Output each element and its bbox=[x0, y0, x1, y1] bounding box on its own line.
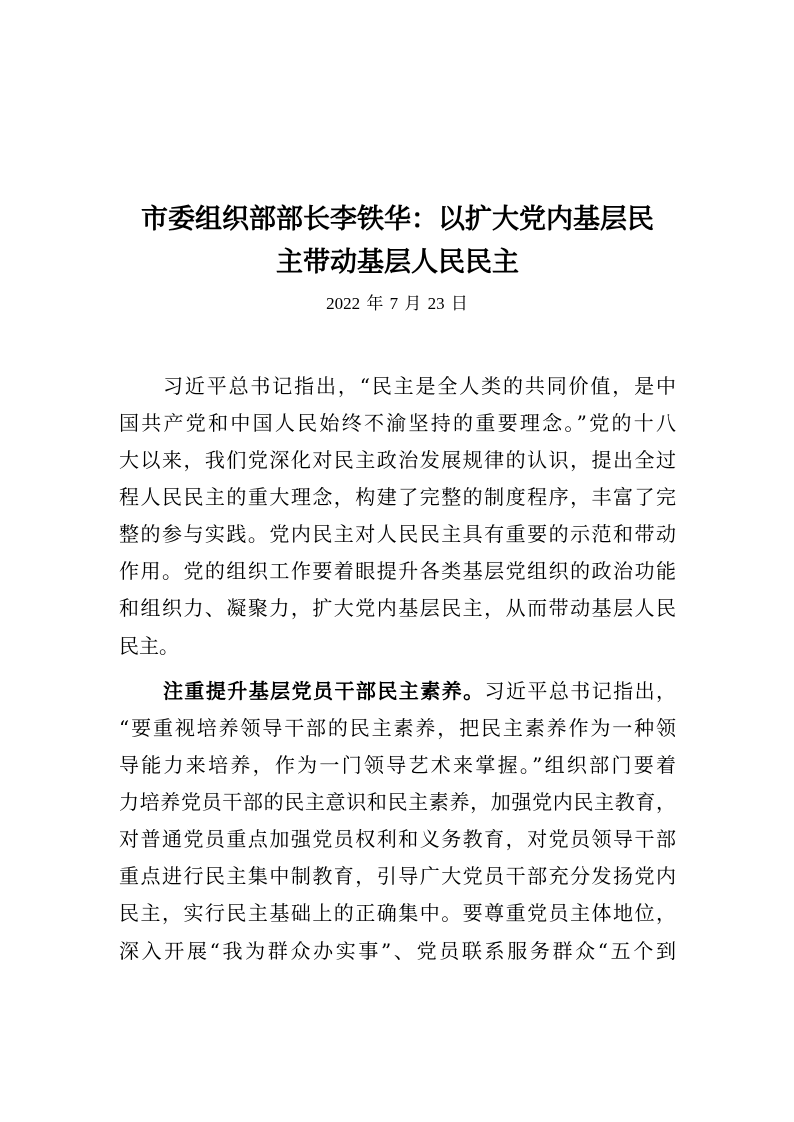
document-date: 2022 年 7 月 23 日 bbox=[326, 294, 468, 313]
paragraph-line: 民主，实行民主基础上的正确集中。要尊重党员主体地位， bbox=[119, 901, 676, 925]
paragraph-line: 力培养党员干部的民主意识和民主素养，加强党内民主教育， bbox=[119, 790, 676, 814]
paragraph-line: 重点进行民主集中制教育，引导广大党员干部充分发扬党内 bbox=[119, 864, 676, 888]
paragraph-line: 民主。 bbox=[119, 634, 179, 658]
paragraph-line: 习近平总书记指出，“民主是全人类的共同价值，是中 bbox=[163, 374, 676, 398]
paragraph-line: 导能力来培养，作为一门领导艺术来掌握。”组织部门要着 bbox=[119, 753, 676, 777]
document-title-line-2: 主带动基层人民民主 bbox=[276, 247, 519, 278]
paragraph-line: 和组织力、凝聚力，扩大党内基层民主，从而带动基层人民 bbox=[119, 596, 676, 620]
paragraph-heading-line bbox=[163, 677, 676, 705]
paragraph-line: “要重视培养领导干部的民主素养，把民主素养作为一种领 bbox=[119, 716, 676, 740]
paragraph-heading: 注重提升基层党员干部民主素养。 bbox=[163, 679, 485, 703]
paragraph-line: 作用。党的组织工作要着眼提升各类基层党组织的政治功能 bbox=[119, 559, 676, 583]
paragraph-line: 对普通党员重点加强党员权利和义务教育，对党员领导干部 bbox=[119, 827, 676, 851]
document-title-line-1: 市委组织部部长李铁华：以扩大党内基层民 bbox=[141, 204, 654, 235]
paragraph-line: 国共产党和中国人民始终不渝坚持的重要理念。”党的十八 bbox=[119, 411, 676, 435]
paragraph-line: 大以来，我们党深化对民主政治发展规律的认识，提出全过 bbox=[119, 448, 676, 472]
paragraph-line: 整的参与实践。党内民主对人民民主具有重要的示范和带动 bbox=[119, 522, 676, 546]
paragraph-line: 深入开展“我为群众办实事”、党员联系服务群众“五个到 bbox=[119, 939, 676, 963]
paragraph-line: 程人民民主的重大理念，构建了完整的制度程序，丰富了完 bbox=[119, 485, 676, 509]
paragraph-text: 习近平总书记指出， bbox=[484, 679, 677, 703]
